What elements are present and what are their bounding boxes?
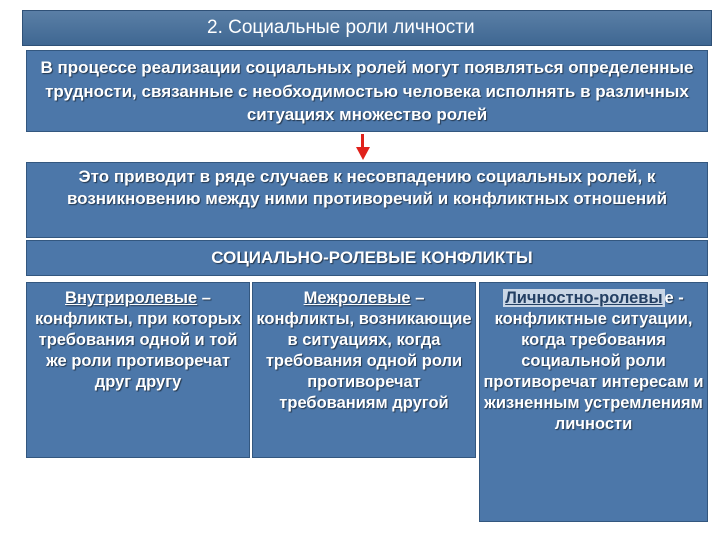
slide-title: 2. Социальные роли личности	[22, 10, 712, 46]
intro-box: В процессе реализации социальных ролей могут появляться определенные трудности, связанные с необходимостью человека исполнять в различных ситуациях множество ролей	[26, 50, 708, 132]
personal-role-term: Личностно-ролевы	[505, 289, 663, 307]
inter-role-conflict-card	[252, 282, 476, 458]
down-arrow-icon	[356, 134, 370, 160]
intra-role-definition: – конфликты, при которых требования одной и той же роли противоречат друг другу	[34, 289, 242, 391]
consequence-box: Это приводит в ряде случаев к несовпадению социальных ролей, к возникновению между ними противоречий и конфликтных отношений	[26, 162, 708, 238]
personal-role-conflict-card	[479, 282, 708, 522]
inter-role-term: Межролевые	[303, 289, 411, 307]
inter-role-definition: – конфликты, возникающие в ситуациях, когда требования одной роли противоречат требованиям другой	[256, 289, 472, 412]
personal-role-definition: е - конфликтные ситуации, когда требования социальной роли противоречат интересам и жизненным устремлениям личности	[483, 289, 704, 433]
conflicts-heading: СОЦИАЛЬНО-РОЛЕВЫЕ КОНФЛИКТЫ	[26, 240, 708, 276]
intra-role-term: Внутриролевые	[65, 289, 198, 307]
intra-role-conflict-card	[26, 282, 250, 458]
